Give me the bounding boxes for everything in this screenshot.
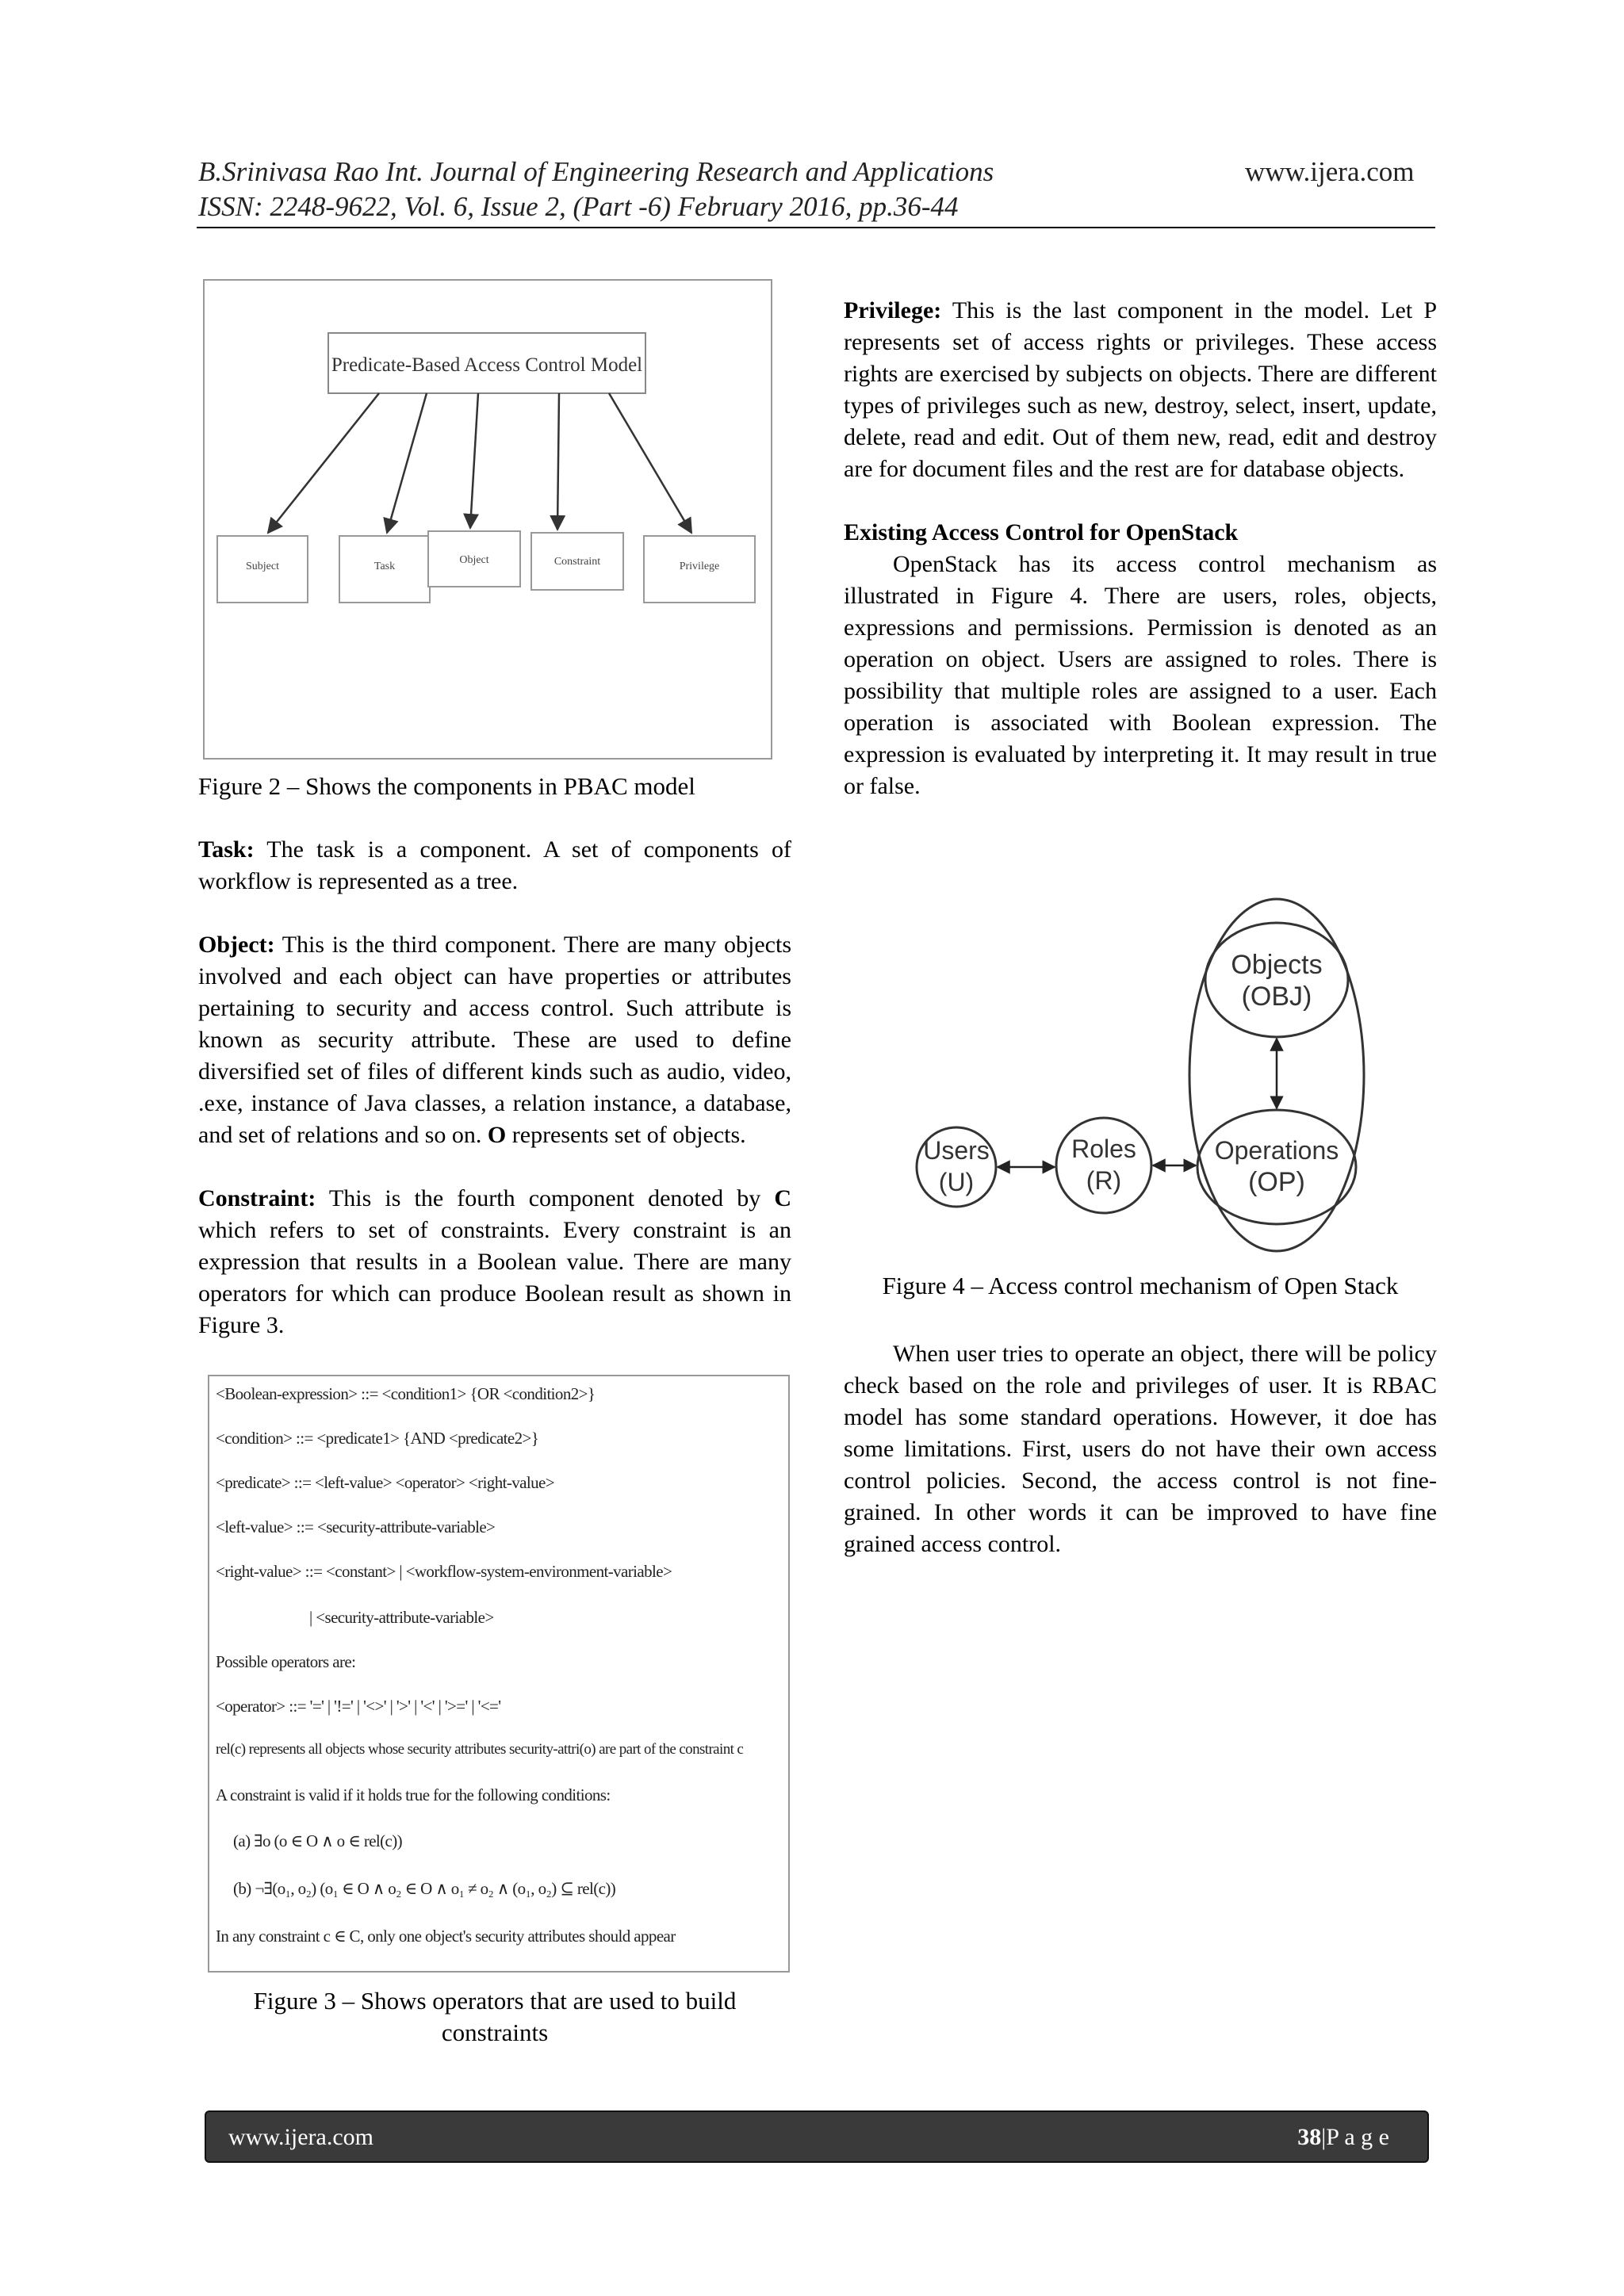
task-paragraph [198,834,791,897]
label-privilege: Privilege [679,561,720,572]
journal-title: B.Srinivasa Rao Int. Journal of Engineering Research and Applications [198,156,994,187]
journal-url[interactable]: www.ijera.com [1245,156,1415,187]
closing-paragraph-wrapper [844,1338,1437,1560]
journal-issue: ISSN: 2248-9622, Vol. 6, Issue 2, (Part -6) February 2016, pp.36-44 [198,191,959,222]
users-abbrev: (U) [938,1168,975,1196]
footer-bar [205,2110,1429,2163]
grammar-line: Possible operators are: [216,1652,356,1671]
object-symbol: O [487,1122,507,1148]
arrow-privilege [609,393,691,533]
roles-abbrev: (R) [1086,1166,1122,1195]
figure-3-caption-line2: constraints [441,2019,549,2046]
grammar-line: <Boolean-expression> ::= <condition1> {OR <condition2>} [216,1384,596,1403]
footer-url[interactable]: www.ijera.com [228,2124,373,2150]
constraint-paragraph [198,1183,791,1341]
grammar-line: <predicate> ::= <left-value> <operator> <right-value> [216,1473,554,1492]
header-rule [197,227,1435,228]
grammar-line: (b) ¬∃(o₁, o₂) (o₁ ∈ O ∧ o₂ ∈ O ∧ o₁ ≠ o₂ ∧ (o₁, o₂) ⊆ rel(c)) [233,1879,616,1898]
objects-node [1205,923,1348,1037]
grammar-line: <left-value> ::= <security-attribute-variable> [216,1517,496,1536]
figure-4-caption: Figure 4 – Access control mechanism of Open Stack [882,1272,1399,1299]
object-paragraph [198,929,791,1151]
roles-label: Roles [1071,1135,1136,1163]
grammar-line: rel(c) represents all objects whose security attributes security-attri(o) are part of the constraint c [216,1741,744,1758]
pbac-title: Predicate-Based Access Control Model [331,354,643,376]
figure-3-caption-line1: Figure 3 – Shows operators that are used to build [253,1987,737,2015]
privilege-paragraph [844,295,1437,485]
figure-2-diagram [205,281,771,758]
arrow-subject [268,393,379,533]
label-constraint: Constraint [553,556,601,568]
figure-3 [208,1375,790,1973]
figure-4-diagram [912,888,1388,1253]
privilege-text: This is the last component in the model. Let P represents set of access rights or privileges. These access rights are exercised by subjects on objects. There are different types of privileges such as new, destroy, select, insert, update, delete, read and edit. Out of them new, read, edit and destroy are for document files and the rest are for database objects. [844,297,1437,482]
constraint-symbol: C [774,1185,791,1211]
operations-abbrev: (OP) [1248,1167,1305,1197]
operations-label: Operations [1214,1136,1339,1165]
figure-3-caption [198,1985,791,2049]
grammar-line: (a) ∃o (o ∈ O ∧ o ∈ rel(c)) [233,1831,403,1850]
object-text-end: represents set of objects. [506,1122,746,1148]
task-label: Task: [198,836,255,863]
objects-abbrev: (OBJ) [1241,982,1312,1012]
constraint-text: This is the fourth component denoted by [316,1185,775,1211]
roles-node [1056,1118,1151,1213]
left-column [198,834,791,1341]
task-text: The task is a component. A set of components of workflow is represented as a tree. [198,836,791,894]
object-label: Object: [198,932,275,958]
figure-2-caption: Figure 2 – Shows the components in PBAC model [198,772,695,800]
privilege-label: Privilege: [844,297,942,323]
grammar-line: <operator> ::= '=' | '!=' | '<>' | '>' | '<' | '>=' | '<=' [216,1697,501,1716]
label-object: Object [459,554,489,566]
constraint-label: Constraint: [198,1185,316,1211]
section-heading: Existing Access Control for OpenStack [844,519,1239,545]
openstack-paragraph: OpenStack has its access control mechanism as illustrated in Figure 4. There are users, roles, objects, expressions and permissions. Permission is denoted as an operation on object. Users are assigned to roles. There is possibility that multiple roles are assigned to a user. Each operation is associated with Boolean expression. The expression is evaluated by interpreting it. It may result in true or false. [844,551,1437,799]
right-column [844,295,1437,802]
grammar-line: <right-value> ::= <constant> | <workflow-system-environment-variable> [216,1562,672,1581]
constraint-text-end: which refers to set of constraints. Every constraint is an expression that results in a Boolean value. There are many operators for which can produce Boolean result as shown in Figure 3. [198,1217,791,1338]
label-task: Task [373,561,396,572]
grammar-line: A constraint is valid if it holds true for the following conditions: [216,1785,611,1804]
page-label: |P a g e [1321,2124,1389,2150]
grammar-line: <condition> ::= <predicate1> {AND <predicate2>} [216,1429,539,1448]
label-subject: Subject [246,561,279,572]
figure-2 [203,279,772,760]
object-text: This is the third component. There are many objects involved and each object can have properties or attributes pertaining to security and access control. Such attribute is known as security attribute. These are used to define diversified set of files of different kinds such as audio, video, .exe, instance of Java classes, a relation instance, a database, and set of relations and so on. [198,932,791,1148]
closing-paragraph: When user tries to operate an object, there will be policy check based on the role and privileges of user. It is RBAC model has some standard operations. However, it doe has some limitations. First, users do not have their own access control policies. Second, the access control is not fine-grained. In other words it can be improved to have fine grained access control. [844,1341,1437,1557]
footer-page [1297,2122,1389,2153]
grammar-line: In any constraint c ∈ C, only one object's security attributes should appear [216,1927,676,1946]
objects-label: Objects [1231,950,1323,980]
page-number: 38 [1297,2124,1322,2150]
arrow-task [387,393,427,533]
arrow-object [470,393,478,528]
users-label: Users [923,1136,990,1165]
grammar-line: | <security-attribute-variable> [309,1608,494,1627]
arrow-constraint [557,393,559,530]
